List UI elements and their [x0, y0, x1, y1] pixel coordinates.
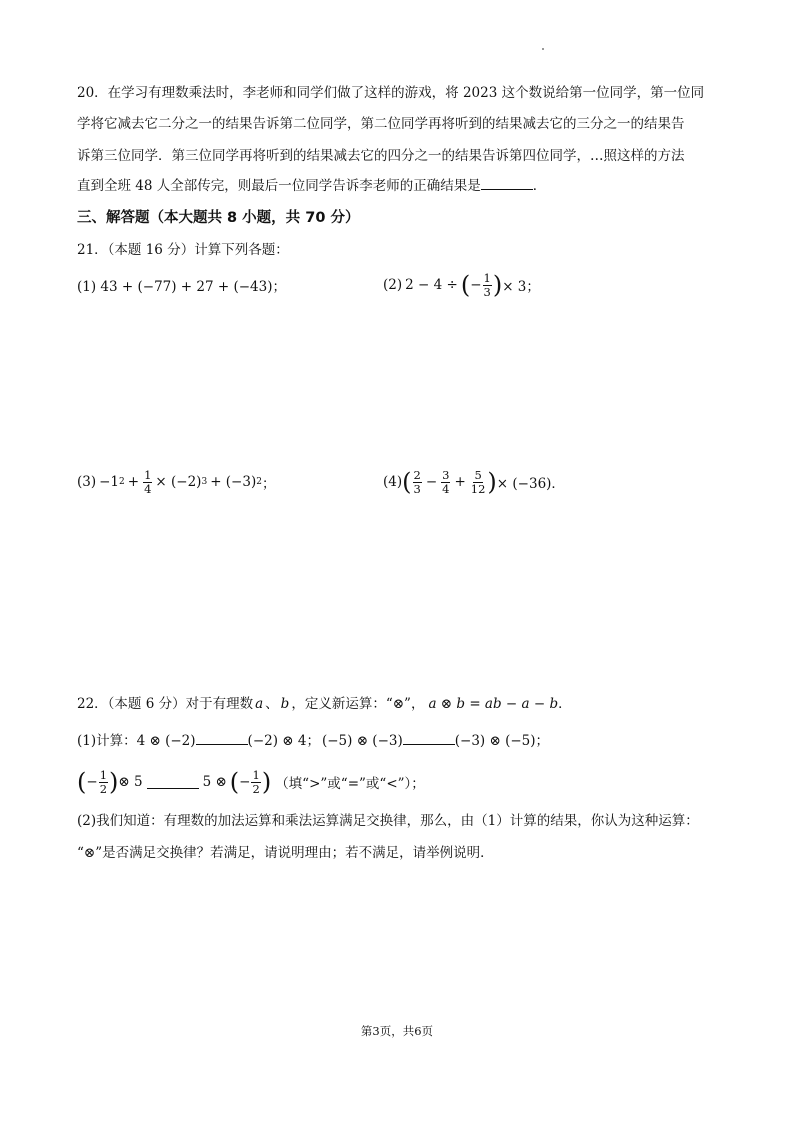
q22-stem-mid: ，定义新运算：“⊗”，: [291, 696, 425, 712]
fraction-numerator: 1: [483, 270, 491, 285]
fraction-numerator: 2: [413, 467, 421, 482]
q22-fill-note: （填“>”或“=”或“<”）；: [275, 776, 425, 792]
page-footer: 第3页，共6页: [360, 1024, 434, 1038]
q22-part1-label: (1)计算：: [77, 733, 137, 749]
exponent: 2: [119, 477, 125, 487]
q22-expr: ⊗ 5: [118, 774, 143, 790]
q21-part1: [77, 274, 286, 296]
scan-mark: [542, 48, 544, 50]
q20-line2: 学将它减去它二分之一的结果告诉第二位同学，第二位同学再将听到的结果减去它的三分之一的结果告: [77, 116, 685, 132]
q21-part3-end: ；: [261, 476, 276, 492]
fraction-denominator: 2: [252, 781, 260, 796]
answer-blank[interactable]: [147, 776, 199, 789]
answer-blank[interactable]: [403, 732, 455, 745]
fraction-denominator: 2: [99, 781, 108, 796]
q22-part1: [77, 732, 549, 750]
q22-definition: a ⊗ b = ab − a − b: [428, 696, 559, 712]
fraction: [99, 769, 108, 796]
sign: −: [239, 774, 251, 790]
q20-line3: 诉第三位同学．第三位同学再将听到的结果减去它的四分之一的结果告诉第四位同学，…照这样的方法: [77, 148, 685, 164]
q20-line4-text: 直到全班 48 人全部传完，则最后一位同学告诉李老师的正确结果是: [77, 178, 481, 194]
fraction-numerator: 3: [442, 467, 450, 482]
q22-part1b: ( − $\frac{1}{2}$ ) ⊗ 5 5 ⊗ ( − $\frac{1}{2}$ ) （填“>”或“=”或“<”）；: [77, 767, 425, 796]
q22-expr: 5 ⊗: [202, 774, 227, 790]
fraction-numerator: 1: [252, 767, 260, 782]
q21-part3: [77, 465, 275, 499]
q21-part4-label: (4): [383, 474, 403, 490]
q22-stem-pre: 22．（本题 6 分）对于有理数: [77, 696, 254, 712]
q20-line4: [77, 177, 546, 195]
fraction-numerator: 1: [99, 767, 108, 782]
q22-sep: 、: [265, 696, 279, 712]
q20-line4-end: ．: [532, 178, 547, 194]
q22-expr: (−2) ⊗ 4；: [247, 733, 320, 749]
q21-part2-post: × 3；: [502, 279, 540, 295]
fraction-denominator: 4: [442, 481, 450, 496]
section-title: 三、解答题（本大题共 8 小题，共 70 分）: [77, 210, 360, 226]
var-a: a: [255, 696, 264, 712]
q20-answer-blank[interactable]: [481, 177, 533, 190]
q22-part2-line1: (2)我们知道：有理数的加法运算和乘法运算满足交换律，那么，由（1）计算的结果，你认为这种运算：: [77, 813, 699, 829]
fraction-denominator: 4: [144, 481, 152, 496]
q21-part3-mid2: + (−3): [210, 474, 257, 490]
q22-expr: (−5) ⊗ (−3): [321, 733, 403, 749]
fraction-numerator: 5: [474, 467, 482, 482]
var-b: b: [280, 696, 290, 712]
fraction: [441, 469, 450, 496]
q21-part2-sign: −: [470, 277, 482, 293]
sign: −: [86, 774, 98, 790]
q22-expr: (−3) ⊗ (−5)；: [454, 733, 549, 749]
fraction-numerator: 1: [144, 467, 152, 482]
fraction-denominator: 3: [483, 284, 491, 299]
q21-stem: 21．（本题 16 分）计算下列各题：: [77, 242, 289, 258]
q21-part4-post: × (−36)．: [496, 476, 565, 492]
answer-blank[interactable]: [196, 732, 248, 745]
q21-part2: (2) 2 − 4 ÷ ( − $\frac{1}{3}$ ) × 3；: [383, 270, 540, 299]
q21-part4: (4) ( $\frac{2}{3}$ − $\frac{3}{4}$ + $\frac{5}{12}$ ) × (−36)．: [383, 467, 565, 496]
exponent: 2: [256, 477, 262, 487]
q22-stem: [77, 695, 572, 713]
exponent: 3: [201, 477, 208, 487]
q22-expr: 4 ⊗ (−2): [136, 733, 196, 749]
q21-part1-expr: (1) 43 + (−77) + 27 + (−43)；: [77, 279, 286, 295]
operator: +: [454, 474, 466, 490]
q22-stem-end: ．: [558, 696, 572, 712]
fraction-denominator: 3: [413, 481, 421, 496]
operator: −: [425, 474, 438, 490]
q21-part3-label: (3): [77, 474, 97, 490]
fraction: [483, 272, 492, 299]
q21-part3-mid: × (−2): [155, 474, 202, 490]
fraction: [143, 469, 152, 496]
q21-part2-label: (2): [383, 277, 403, 293]
q22-part2-line2: “⊗”是否满足交换律？若满足，请说明理由；若不满足，请举例说明．: [77, 845, 494, 861]
q21-part2-pre: 2 − 4 ÷: [405, 277, 458, 293]
fraction: [251, 769, 260, 796]
q21-part3-plus: +: [127, 474, 140, 490]
q21-part3-pre: −1: [99, 474, 120, 490]
fraction-denominator: 12: [470, 481, 486, 496]
fraction: [470, 469, 487, 496]
fraction: [413, 469, 422, 496]
q20-line1: 20．在学习有理数乘法时，李老师和同学们做了这样的游戏，将 2023 这个数说给第一位同学，第一位同: [77, 85, 705, 101]
